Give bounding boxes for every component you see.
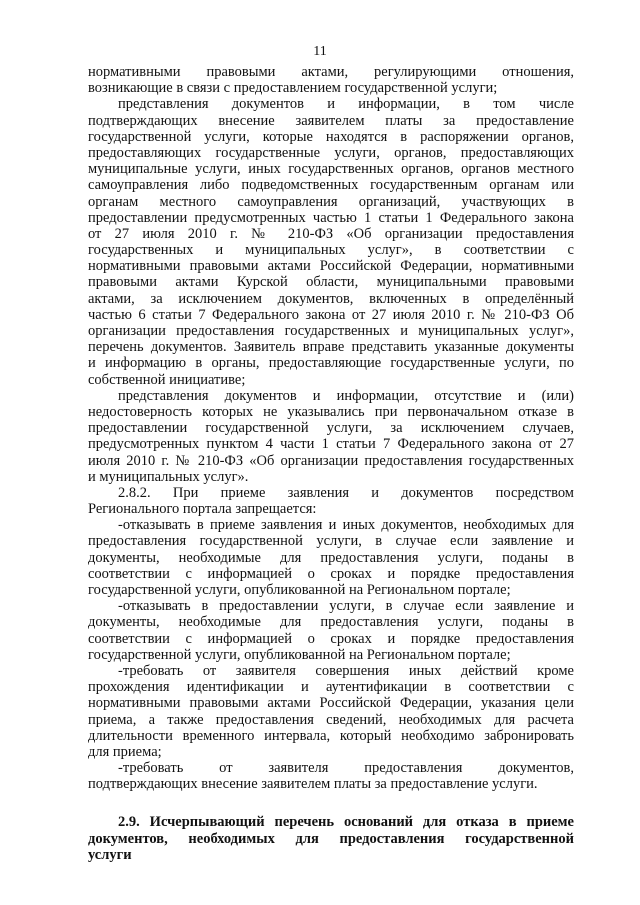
text-line: перечень документов. Заявитель вправе представить указанные документы — [88, 339, 574, 356]
text-line: документы, необходимые для предоставления услуги, поданы в — [88, 549, 574, 566]
text-line: самоуправления либо подведомственных государственным органам или — [88, 177, 574, 194]
text-line: муниципальные услуги, иных государственных органов, органов местного — [88, 161, 574, 178]
section-heading-line: 2.9. Исчерпывающий перечень оснований для отказа в приеме — [118, 814, 574, 831]
text-line: длительности временного интервала, который необходимо забронировать — [88, 727, 574, 744]
text-line: приема, а также предоставления сведений, необходимых для расчета — [88, 711, 574, 728]
text-line: Регионального портала запрещается: — [88, 501, 317, 518]
text-line: и информацию в органы, предоставляющие государственные услуги, по — [88, 355, 574, 372]
text-line: подтверждающих внесение заявителем платы за предоставление услуги. — [88, 776, 538, 793]
text-line: -отказывать в приеме заявления и иных документов, необходимых для — [118, 517, 574, 534]
text-line: организации предоставления государственных и муниципальных услуг», — [88, 323, 574, 339]
text-line: от 27 июля 2010 г. № 210-ФЗ «Об организации предоставления — [88, 225, 574, 242]
document-body — [88, 64, 574, 863]
text-line: нормативными правовыми актами Российской Федерации, нормативными — [88, 258, 574, 275]
text-line: -отказывать в предоставлении услуги, в случае если заявление и — [118, 598, 574, 615]
text-line: нормативными правовыми актами Российской Федерации, указания цели — [88, 695, 574, 712]
text-line: июля 2010 г. № 210-ФЗ «Об организации предоставления государственных — [88, 452, 574, 469]
text-line: предоставлении предусмотренных частью 1 статьи 1 Федерального закона — [88, 209, 574, 226]
text-line: подтверждающих внесение заявителем платы за предоставление — [88, 112, 574, 129]
text-line: для приема; — [88, 743, 162, 760]
text-line: правовыми актами Курской области, муниципальными правовыми — [88, 274, 574, 291]
text-line: частью 6 статьи 7 Федерального закона от 27 июля 2010 г. № 210-ФЗ Об — [88, 306, 574, 323]
text-line: представления документов и информации, отсутствие и (или) — [118, 387, 574, 404]
text-line: нормативными правовыми актами, регулирующими отношения, — [88, 64, 574, 80]
text-line: соответствии с информацией о сроках и порядке предоставления — [88, 630, 574, 647]
text-line: предоставлении государственной услуги, за исключением случаев, — [88, 420, 574, 437]
text-line: предоставления государственной услуги, в случае если заявление и — [88, 533, 574, 550]
text-line: и муниципальных услуг». — [88, 468, 249, 485]
section-heading-line: услуги — [88, 846, 132, 863]
text-line: 2.8.2. При приеме заявления и документов посредством — [118, 484, 574, 501]
text-line: недостоверность которых не указывались при первоначальном отказе в — [88, 403, 574, 420]
text-line: документы, необходимые для предоставления услуги, поданы в — [88, 614, 574, 631]
text-line: органам местного самоуправления организаций, участвующих в — [88, 193, 574, 210]
text-line: государственной услуги, которые находятся в распоряжении органов, — [88, 128, 574, 145]
text-line: -требовать от заявителя совершения иных действий кроме — [118, 662, 574, 679]
text-line: предоставляющих государственные услуги, органов, предоставляющих — [88, 144, 574, 161]
text-line: актами, за исключением документов, включенных в определённый — [88, 290, 574, 307]
section-heading-line: документов, необходимых для предоставления государственной — [88, 830, 574, 847]
text-line: государственных и муниципальных услуг», в соответствии с — [88, 242, 574, 259]
text-line: соответствии с информацией о сроках и порядке предоставления — [88, 565, 574, 582]
text-line: собственной инициативе; — [88, 371, 246, 388]
text-line: представления документов и информации, в том числе — [118, 96, 574, 113]
text-line: -требовать от заявителя предоставления документов, — [118, 760, 574, 777]
section-gap — [88, 792, 574, 814]
page-number: 11 — [313, 44, 327, 59]
text-line: государственной услуги, опубликованной на Региональном портале; — [88, 582, 511, 598]
text-line: государственной услуги, опубликованной на Региональном портале; — [88, 646, 511, 663]
text-line: возникающие в связи с предоставлением государственной услуги; — [88, 80, 498, 97]
text-line: прохождения идентификации и аутентификации в соответствии с — [88, 679, 574, 696]
text-line: предусмотренных пунктом 4 части 1 статьи 7 Федерального закона от 27 — [88, 436, 574, 453]
